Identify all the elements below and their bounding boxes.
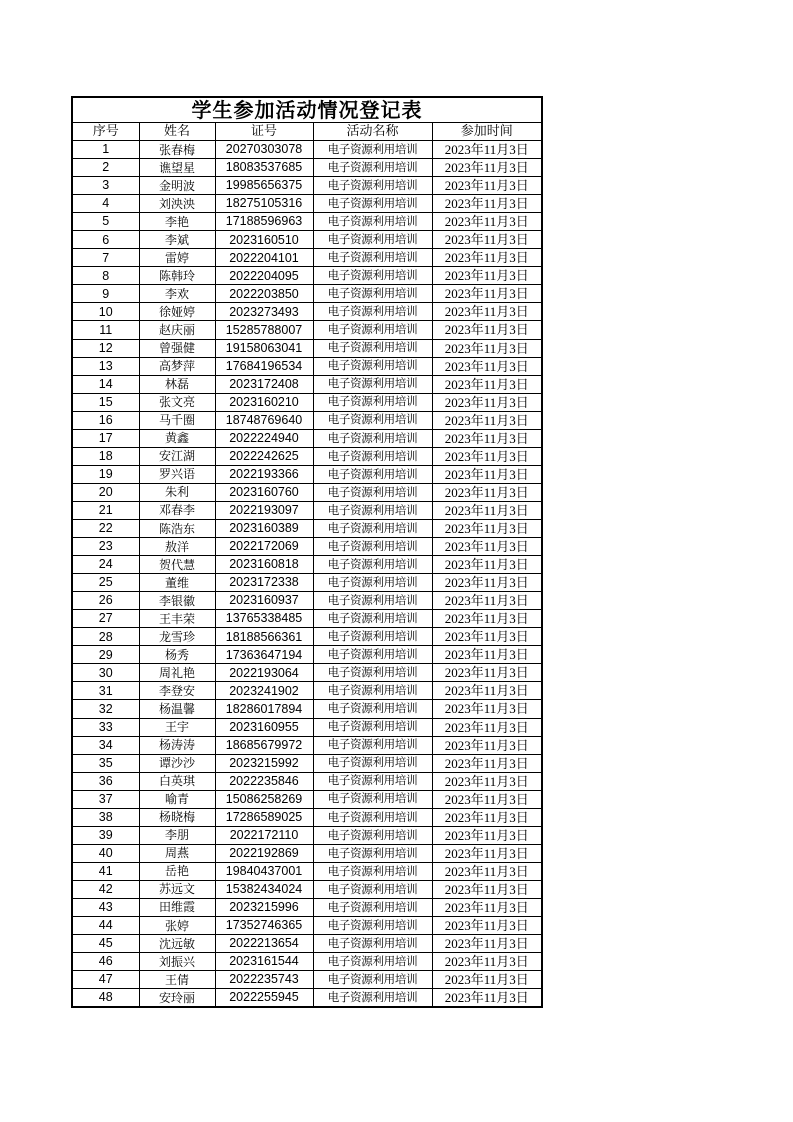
cell-name: 安江湖 bbox=[139, 447, 215, 465]
cell-time: 2023年11月3日 bbox=[432, 844, 542, 862]
cell-id: 2023160818 bbox=[215, 556, 313, 574]
cell-name: 谭沙沙 bbox=[139, 754, 215, 772]
cell-time: 2023年11月3日 bbox=[432, 159, 542, 177]
cell-number: 12 bbox=[72, 339, 139, 357]
cell-number: 25 bbox=[72, 574, 139, 592]
cell-activity: 电子资源利用培训 bbox=[313, 826, 432, 844]
cell-name: 李艳 bbox=[139, 213, 215, 231]
table-row bbox=[72, 195, 542, 213]
cell-name: 陈韩玲 bbox=[139, 267, 215, 285]
column-header-time: 参加时间 bbox=[432, 123, 542, 141]
cell-activity: 电子资源利用培训 bbox=[313, 141, 432, 159]
cell-time: 2023年11月3日 bbox=[432, 989, 542, 1008]
cell-number: 11 bbox=[72, 321, 139, 339]
cell-activity: 电子资源利用培训 bbox=[313, 898, 432, 916]
column-header-activity: 活动名称 bbox=[313, 123, 432, 141]
cell-id: 2022193064 bbox=[215, 664, 313, 682]
cell-time: 2023年11月3日 bbox=[432, 556, 542, 574]
cell-time: 2023年11月3日 bbox=[432, 195, 542, 213]
cell-id: 19158063041 bbox=[215, 339, 313, 357]
cell-time: 2023年11月3日 bbox=[432, 736, 542, 754]
cell-time: 2023年11月3日 bbox=[432, 538, 542, 556]
cell-id: 17363647194 bbox=[215, 646, 313, 664]
table-row bbox=[72, 754, 542, 772]
cell-activity: 电子资源利用培训 bbox=[313, 700, 432, 718]
cell-name: 高梦萍 bbox=[139, 357, 215, 375]
cell-activity: 电子资源利用培训 bbox=[313, 628, 432, 646]
cell-time: 2023年11月3日 bbox=[432, 772, 542, 790]
cell-time: 2023年11月3日 bbox=[432, 808, 542, 826]
column-header-id: 证号 bbox=[215, 123, 313, 141]
cell-time: 2023年11月3日 bbox=[432, 610, 542, 628]
cell-name: 敖洋 bbox=[139, 538, 215, 556]
cell-name: 杨秀 bbox=[139, 646, 215, 664]
cell-id: 2022235743 bbox=[215, 971, 313, 989]
cell-number: 24 bbox=[72, 556, 139, 574]
cell-name: 林磊 bbox=[139, 375, 215, 393]
table-row bbox=[72, 953, 542, 971]
cell-number: 3 bbox=[72, 177, 139, 195]
cell-number: 17 bbox=[72, 429, 139, 447]
cell-number: 6 bbox=[72, 231, 139, 249]
cell-activity: 电子资源利用培训 bbox=[313, 682, 432, 700]
cell-activity: 电子资源利用培训 bbox=[313, 790, 432, 808]
cell-id: 15086258269 bbox=[215, 790, 313, 808]
cell-id: 2023161544 bbox=[215, 953, 313, 971]
cell-time: 2023年11月3日 bbox=[432, 574, 542, 592]
cell-number: 39 bbox=[72, 826, 139, 844]
cell-name: 朱利 bbox=[139, 483, 215, 501]
cell-id: 2022224940 bbox=[215, 429, 313, 447]
table-row bbox=[72, 971, 542, 989]
table-row bbox=[72, 574, 542, 592]
cell-activity: 电子资源利用培训 bbox=[313, 519, 432, 537]
cell-name: 徐娅婷 bbox=[139, 303, 215, 321]
cell-number: 8 bbox=[72, 267, 139, 285]
cell-number: 4 bbox=[72, 195, 139, 213]
cell-number: 16 bbox=[72, 411, 139, 429]
cell-name: 沈远敏 bbox=[139, 935, 215, 953]
cell-id: 2022192869 bbox=[215, 844, 313, 862]
column-header-name: 姓名 bbox=[139, 123, 215, 141]
cell-name: 贺代慧 bbox=[139, 556, 215, 574]
table-row bbox=[72, 267, 542, 285]
cell-name: 周礼艳 bbox=[139, 664, 215, 682]
table-row bbox=[72, 862, 542, 880]
cell-id: 18286017894 bbox=[215, 700, 313, 718]
cell-activity: 电子资源利用培训 bbox=[313, 935, 432, 953]
cell-time: 2023年11月3日 bbox=[432, 393, 542, 411]
cell-time: 2023年11月3日 bbox=[432, 519, 542, 537]
table-row bbox=[72, 880, 542, 898]
table-row bbox=[72, 429, 542, 447]
cell-id: 2023215992 bbox=[215, 754, 313, 772]
cell-number: 38 bbox=[72, 808, 139, 826]
cell-id: 18083537685 bbox=[215, 159, 313, 177]
cell-activity: 电子资源利用培训 bbox=[313, 447, 432, 465]
cell-number: 40 bbox=[72, 844, 139, 862]
cell-name: 李斌 bbox=[139, 231, 215, 249]
cell-number: 34 bbox=[72, 736, 139, 754]
cell-activity: 电子资源利用培训 bbox=[313, 844, 432, 862]
table-row bbox=[72, 339, 542, 357]
cell-name: 李欢 bbox=[139, 285, 215, 303]
cell-number: 35 bbox=[72, 754, 139, 772]
cell-activity: 电子资源利用培训 bbox=[313, 610, 432, 628]
cell-id: 2022172110 bbox=[215, 826, 313, 844]
cell-time: 2023年11月3日 bbox=[432, 718, 542, 736]
table-row bbox=[72, 826, 542, 844]
cell-time: 2023年11月3日 bbox=[432, 249, 542, 267]
cell-id: 17684196534 bbox=[215, 357, 313, 375]
table-row bbox=[72, 592, 542, 610]
cell-id: 2022193097 bbox=[215, 501, 313, 519]
cell-id: 15285788007 bbox=[215, 321, 313, 339]
cell-id: 20270303078 bbox=[215, 141, 313, 159]
table-row bbox=[72, 664, 542, 682]
cell-id: 18685679972 bbox=[215, 736, 313, 754]
cell-number: 19 bbox=[72, 465, 139, 483]
table-row bbox=[72, 177, 542, 195]
cell-name: 龙雪珍 bbox=[139, 628, 215, 646]
cell-id: 2022204101 bbox=[215, 249, 313, 267]
cell-time: 2023年11月3日 bbox=[432, 141, 542, 159]
cell-name: 罗兴语 bbox=[139, 465, 215, 483]
cell-activity: 电子资源利用培训 bbox=[313, 339, 432, 357]
cell-time: 2023年11月3日 bbox=[432, 880, 542, 898]
cell-activity: 电子资源利用培训 bbox=[313, 646, 432, 664]
table-row bbox=[72, 808, 542, 826]
table-row bbox=[72, 357, 542, 375]
cell-activity: 电子资源利用培训 bbox=[313, 321, 432, 339]
cell-name: 王丰荣 bbox=[139, 610, 215, 628]
cell-number: 10 bbox=[72, 303, 139, 321]
cell-number: 42 bbox=[72, 880, 139, 898]
cell-time: 2023年11月3日 bbox=[432, 592, 542, 610]
cell-activity: 电子资源利用培训 bbox=[313, 971, 432, 989]
table-row bbox=[72, 447, 542, 465]
registration-table bbox=[71, 96, 543, 1008]
cell-name: 喻青 bbox=[139, 790, 215, 808]
cell-activity: 电子资源利用培训 bbox=[313, 231, 432, 249]
table-row bbox=[72, 556, 542, 574]
cell-name: 白英琪 bbox=[139, 772, 215, 790]
cell-number: 15 bbox=[72, 393, 139, 411]
cell-number: 9 bbox=[72, 285, 139, 303]
cell-time: 2023年11月3日 bbox=[432, 303, 542, 321]
cell-name: 杨温馨 bbox=[139, 700, 215, 718]
cell-name: 苏远文 bbox=[139, 880, 215, 898]
table-row bbox=[72, 700, 542, 718]
cell-activity: 电子资源利用培训 bbox=[313, 538, 432, 556]
cell-name: 陈浩东 bbox=[139, 519, 215, 537]
cell-time: 2023年11月3日 bbox=[432, 700, 542, 718]
cell-activity: 电子资源利用培训 bbox=[313, 718, 432, 736]
cell-name: 邓春李 bbox=[139, 501, 215, 519]
cell-time: 2023年11月3日 bbox=[432, 971, 542, 989]
table-row bbox=[72, 231, 542, 249]
cell-id: 2022172069 bbox=[215, 538, 313, 556]
cell-activity: 电子资源利用培训 bbox=[313, 664, 432, 682]
cell-activity: 电子资源利用培训 bbox=[313, 393, 432, 411]
table-row bbox=[72, 718, 542, 736]
cell-number: 31 bbox=[72, 682, 139, 700]
table-row bbox=[72, 935, 542, 953]
cell-number: 21 bbox=[72, 501, 139, 519]
cell-number: 30 bbox=[72, 664, 139, 682]
cell-id: 2023160210 bbox=[215, 393, 313, 411]
cell-activity: 电子资源利用培训 bbox=[313, 375, 432, 393]
cell-time: 2023年11月3日 bbox=[432, 917, 542, 935]
cell-activity: 电子资源利用培训 bbox=[313, 357, 432, 375]
cell-time: 2023年11月3日 bbox=[432, 646, 542, 664]
cell-time: 2023年11月3日 bbox=[432, 501, 542, 519]
cell-number: 47 bbox=[72, 971, 139, 989]
cell-id: 2023172408 bbox=[215, 375, 313, 393]
table-row bbox=[72, 538, 542, 556]
table-row bbox=[72, 790, 542, 808]
cell-number: 29 bbox=[72, 646, 139, 664]
table-row bbox=[72, 411, 542, 429]
cell-number: 33 bbox=[72, 718, 139, 736]
cell-activity: 电子资源利用培训 bbox=[313, 465, 432, 483]
cell-name: 赵庆丽 bbox=[139, 321, 215, 339]
cell-name: 曾强健 bbox=[139, 339, 215, 357]
cell-number: 27 bbox=[72, 610, 139, 628]
table-row bbox=[72, 483, 542, 501]
table-row bbox=[72, 285, 542, 303]
cell-number: 36 bbox=[72, 772, 139, 790]
cell-time: 2023年11月3日 bbox=[432, 465, 542, 483]
cell-id: 2022242625 bbox=[215, 447, 313, 465]
cell-number: 28 bbox=[72, 628, 139, 646]
cell-number: 5 bbox=[72, 213, 139, 231]
cell-id: 19840437001 bbox=[215, 862, 313, 880]
cell-id: 18748769640 bbox=[215, 411, 313, 429]
cell-activity: 电子资源利用培训 bbox=[313, 592, 432, 610]
cell-name: 刘振兴 bbox=[139, 953, 215, 971]
cell-activity: 电子资源利用培训 bbox=[313, 556, 432, 574]
cell-name: 马千圈 bbox=[139, 411, 215, 429]
cell-name: 刘泱泱 bbox=[139, 195, 215, 213]
cell-time: 2023年11月3日 bbox=[432, 790, 542, 808]
cell-id: 13765338485 bbox=[215, 610, 313, 628]
cell-name: 李登安 bbox=[139, 682, 215, 700]
cell-time: 2023年11月3日 bbox=[432, 628, 542, 646]
cell-time: 2023年11月3日 bbox=[432, 483, 542, 501]
cell-number: 23 bbox=[72, 538, 139, 556]
cell-id: 2022204095 bbox=[215, 267, 313, 285]
cell-number: 26 bbox=[72, 592, 139, 610]
table-row bbox=[72, 917, 542, 935]
cell-time: 2023年11月3日 bbox=[432, 213, 542, 231]
cell-time: 2023年11月3日 bbox=[432, 935, 542, 953]
table-row bbox=[72, 646, 542, 664]
cell-number: 48 bbox=[72, 989, 139, 1008]
cell-name: 安玲丽 bbox=[139, 989, 215, 1008]
cell-id: 2023215996 bbox=[215, 898, 313, 916]
cell-time: 2023年11月3日 bbox=[432, 953, 542, 971]
table-row bbox=[72, 303, 542, 321]
cell-number: 1 bbox=[72, 141, 139, 159]
cell-time: 2023年11月3日 bbox=[432, 231, 542, 249]
cell-id: 17188596963 bbox=[215, 213, 313, 231]
table-row bbox=[72, 393, 542, 411]
cell-time: 2023年11月3日 bbox=[432, 411, 542, 429]
cell-name: 金明波 bbox=[139, 177, 215, 195]
cell-id: 2022255945 bbox=[215, 989, 313, 1008]
cell-id: 2022213654 bbox=[215, 935, 313, 953]
cell-activity: 电子资源利用培训 bbox=[313, 574, 432, 592]
cell-number: 45 bbox=[72, 935, 139, 953]
cell-id: 2023172338 bbox=[215, 574, 313, 592]
cell-id: 2023160760 bbox=[215, 483, 313, 501]
cell-name: 董维 bbox=[139, 574, 215, 592]
cell-time: 2023年11月3日 bbox=[432, 682, 542, 700]
table-row bbox=[72, 249, 542, 267]
cell-time: 2023年11月3日 bbox=[432, 898, 542, 916]
cell-id: 2023241902 bbox=[215, 682, 313, 700]
table-row bbox=[72, 321, 542, 339]
table-row bbox=[72, 465, 542, 483]
cell-id: 19985656375 bbox=[215, 177, 313, 195]
cell-id: 2022193366 bbox=[215, 465, 313, 483]
cell-id: 2023160389 bbox=[215, 519, 313, 537]
table-row bbox=[72, 159, 542, 177]
cell-number: 43 bbox=[72, 898, 139, 916]
cell-time: 2023年11月3日 bbox=[432, 754, 542, 772]
table-row bbox=[72, 736, 542, 754]
cell-id: 18188566361 bbox=[215, 628, 313, 646]
table-row bbox=[72, 519, 542, 537]
cell-number: 2 bbox=[72, 159, 139, 177]
cell-name: 张春梅 bbox=[139, 141, 215, 159]
cell-time: 2023年11月3日 bbox=[432, 267, 542, 285]
cell-activity: 电子资源利用培训 bbox=[313, 159, 432, 177]
cell-activity: 电子资源利用培训 bbox=[313, 177, 432, 195]
cell-activity: 电子资源利用培训 bbox=[313, 249, 432, 267]
cell-name: 杨晓梅 bbox=[139, 808, 215, 826]
cell-activity: 电子资源利用培训 bbox=[313, 501, 432, 519]
cell-activity: 电子资源利用培训 bbox=[313, 411, 432, 429]
cell-number: 22 bbox=[72, 519, 139, 537]
cell-activity: 电子资源利用培训 bbox=[313, 285, 432, 303]
table-row bbox=[72, 989, 542, 1008]
cell-activity: 电子资源利用培训 bbox=[313, 736, 432, 754]
cell-activity: 电子资源利用培训 bbox=[313, 808, 432, 826]
cell-id: 2023273493 bbox=[215, 303, 313, 321]
cell-number: 14 bbox=[72, 375, 139, 393]
cell-name: 李银徽 bbox=[139, 592, 215, 610]
cell-id: 2023160955 bbox=[215, 718, 313, 736]
cell-number: 20 bbox=[72, 483, 139, 501]
cell-name: 岳艳 bbox=[139, 862, 215, 880]
cell-id: 2023160937 bbox=[215, 592, 313, 610]
cell-activity: 电子资源利用培训 bbox=[313, 862, 432, 880]
cell-name: 杨涛涛 bbox=[139, 736, 215, 754]
cell-name: 张婷 bbox=[139, 917, 215, 935]
cell-time: 2023年11月3日 bbox=[432, 177, 542, 195]
column-header-number: 序号 bbox=[72, 123, 139, 141]
cell-name: 王倩 bbox=[139, 971, 215, 989]
cell-time: 2023年11月3日 bbox=[432, 664, 542, 682]
cell-time: 2023年11月3日 bbox=[432, 429, 542, 447]
cell-activity: 电子资源利用培训 bbox=[313, 989, 432, 1008]
cell-name: 雷婷 bbox=[139, 249, 215, 267]
cell-activity: 电子资源利用培训 bbox=[313, 303, 432, 321]
cell-name: 田维霞 bbox=[139, 898, 215, 916]
cell-number: 37 bbox=[72, 790, 139, 808]
cell-number: 32 bbox=[72, 700, 139, 718]
table-row bbox=[72, 898, 542, 916]
cell-time: 2023年11月3日 bbox=[432, 357, 542, 375]
cell-number: 46 bbox=[72, 953, 139, 971]
cell-id: 15382434024 bbox=[215, 880, 313, 898]
cell-id: 18275105316 bbox=[215, 195, 313, 213]
cell-number: 7 bbox=[72, 249, 139, 267]
table-row bbox=[72, 682, 542, 700]
table-row bbox=[72, 375, 542, 393]
header-row bbox=[72, 123, 542, 141]
cell-id: 2022235846 bbox=[215, 772, 313, 790]
table-row bbox=[72, 844, 542, 862]
cell-time: 2023年11月3日 bbox=[432, 375, 542, 393]
cell-name: 王宇 bbox=[139, 718, 215, 736]
table-row bbox=[72, 628, 542, 646]
cell-activity: 电子资源利用培训 bbox=[313, 267, 432, 285]
cell-name: 谯望星 bbox=[139, 159, 215, 177]
cell-number: 44 bbox=[72, 917, 139, 935]
cell-name: 张文亮 bbox=[139, 393, 215, 411]
cell-activity: 电子资源利用培训 bbox=[313, 880, 432, 898]
cell-activity: 电子资源利用培训 bbox=[313, 483, 432, 501]
cell-time: 2023年11月3日 bbox=[432, 447, 542, 465]
cell-name: 黄鑫 bbox=[139, 429, 215, 447]
table-row bbox=[72, 141, 542, 159]
cell-activity: 电子资源利用培训 bbox=[313, 917, 432, 935]
cell-name: 周燕 bbox=[139, 844, 215, 862]
cell-activity: 电子资源利用培训 bbox=[313, 754, 432, 772]
table-row bbox=[72, 213, 542, 231]
cell-id: 17286589025 bbox=[215, 808, 313, 826]
table-row bbox=[72, 501, 542, 519]
cell-activity: 电子资源利用培训 bbox=[313, 953, 432, 971]
cell-time: 2023年11月3日 bbox=[432, 285, 542, 303]
table-title: 学生参加活动情况登记表 bbox=[72, 97, 542, 123]
cell-name: 李朋 bbox=[139, 826, 215, 844]
table-row bbox=[72, 772, 542, 790]
cell-time: 2023年11月3日 bbox=[432, 862, 542, 880]
cell-id: 17352746365 bbox=[215, 917, 313, 935]
cell-activity: 电子资源利用培训 bbox=[313, 195, 432, 213]
cell-activity: 电子资源利用培训 bbox=[313, 772, 432, 790]
title-row bbox=[72, 97, 542, 123]
cell-number: 13 bbox=[72, 357, 139, 375]
table-row bbox=[72, 610, 542, 628]
cell-activity: 电子资源利用培训 bbox=[313, 213, 432, 231]
cell-id: 2022203850 bbox=[215, 285, 313, 303]
cell-time: 2023年11月3日 bbox=[432, 826, 542, 844]
cell-time: 2023年11月3日 bbox=[432, 339, 542, 357]
cell-activity: 电子资源利用培训 bbox=[313, 429, 432, 447]
cell-number: 18 bbox=[72, 447, 139, 465]
cell-id: 2023160510 bbox=[215, 231, 313, 249]
cell-number: 41 bbox=[72, 862, 139, 880]
cell-time: 2023年11月3日 bbox=[432, 321, 542, 339]
